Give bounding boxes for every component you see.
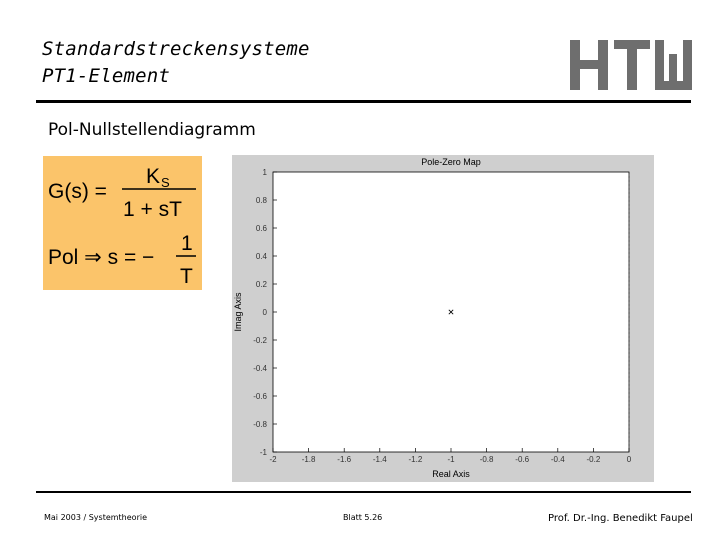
y-tick-label: 0.4 (255, 252, 267, 261)
y-tick-label: -0.6 (253, 392, 267, 401)
slide-title-line1: Standardstreckensysteme (42, 38, 310, 60)
x-tick-label: -0.4 (550, 455, 565, 464)
footer-divider (36, 491, 691, 493)
y-tick-label: -1 (259, 448, 267, 457)
formula-numerator-sub: S (161, 175, 170, 190)
y-tick-label: -0.4 (253, 364, 267, 373)
x-tick-label: -1.8 (301, 455, 316, 464)
footer-page: Blatt 5.26 (343, 513, 383, 522)
x-tick-label: -0.6 (515, 455, 530, 464)
slide-subtitle: Pol-Nullstellendiagramm (48, 120, 256, 140)
footer-author: Prof. Dr.-Ing. Benedikt Faupel (548, 513, 693, 524)
slide-title (42, 36, 310, 90)
x-tick-label: -1.6 (337, 455, 352, 464)
chart-title: Pole-Zero Map (421, 157, 481, 167)
x-tick-label: -1.2 (408, 455, 423, 464)
y-tick-label: 0 (262, 308, 267, 317)
formula-lhs-g: G(s) = (48, 180, 107, 203)
x-tick-label: -0.2 (586, 455, 601, 464)
y-axis-label: Imag Axis (233, 292, 243, 332)
x-tick-label: -2 (269, 455, 277, 464)
x-tick-label: -1.4 (372, 455, 387, 464)
y-tick-label: 1 (262, 168, 267, 177)
y-tick-label: 0.2 (255, 280, 267, 289)
formula-pole-lhs: Pol ⇒ s = − (48, 246, 155, 269)
x-tick-label: -1 (447, 455, 455, 464)
formula-pole-numerator: 1 (181, 232, 193, 255)
x-axis-label: Real Axis (432, 469, 470, 479)
formula-denominator: 1 + sT (123, 198, 182, 221)
y-tick-label: -0.2 (253, 336, 267, 345)
x-tick-label: -0.8 (479, 455, 494, 464)
footer-date: Mai 2003 / Systemtheorie (44, 513, 147, 522)
y-tick-label: -0.8 (253, 420, 267, 429)
transfer-function-formula (43, 156, 202, 290)
y-tick-label: 0.6 (255, 224, 267, 233)
formula-pole-denominator: T (180, 265, 193, 288)
slide-title-line2: PT1-Element (42, 65, 171, 87)
htw-logo (570, 40, 692, 90)
header-divider (36, 100, 691, 103)
y-tick-label: 0.8 (255, 196, 267, 205)
pole-zero-plot (232, 155, 654, 482)
formula-numerator-k: K (146, 165, 161, 188)
x-tick-label: 0 (626, 455, 632, 464)
